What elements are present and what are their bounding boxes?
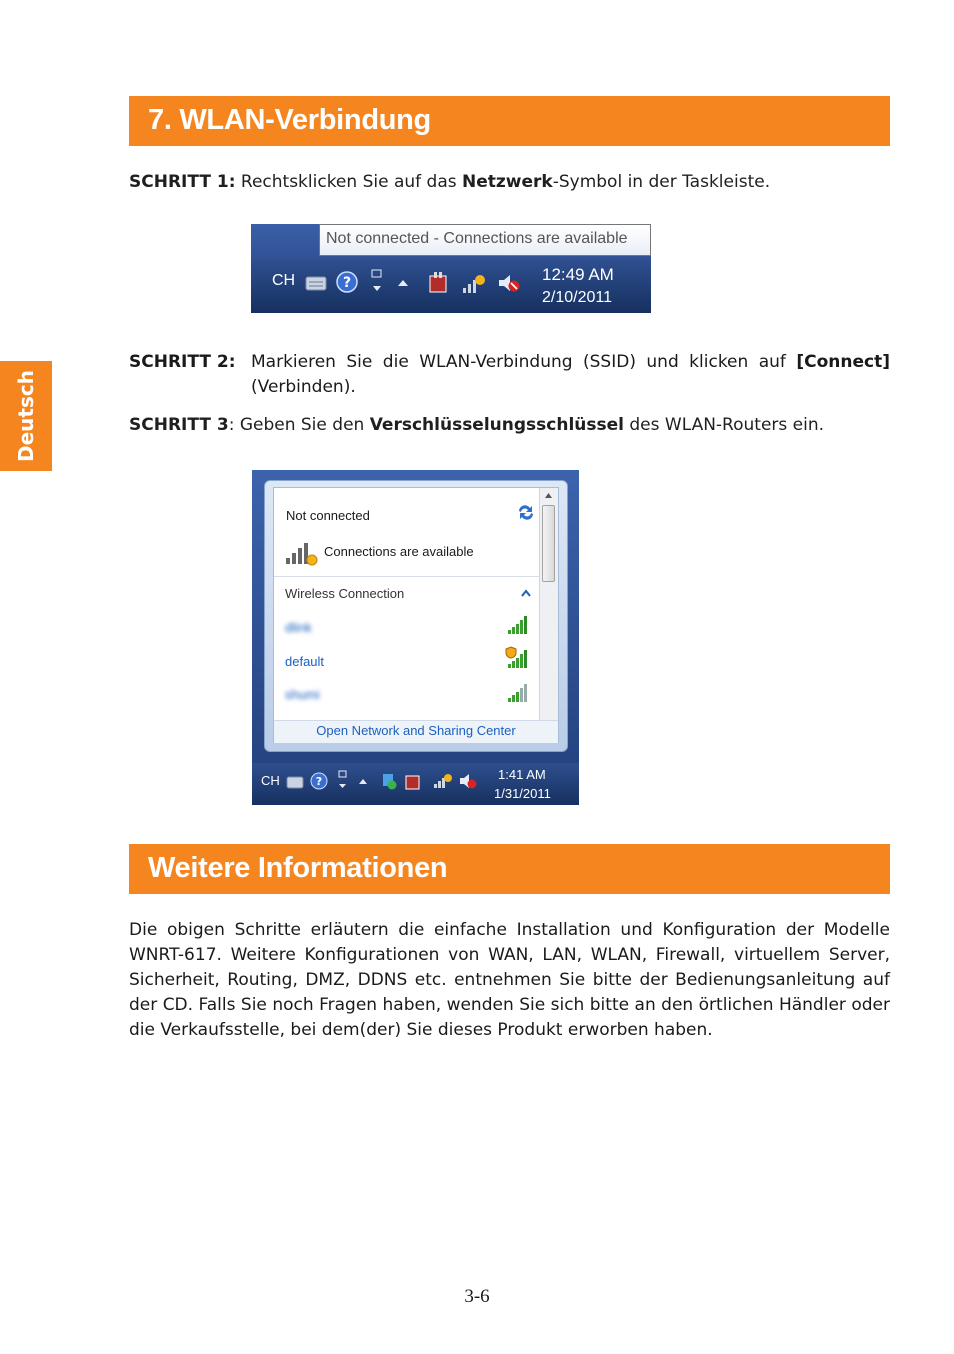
page-number: 3-6 bbox=[464, 1286, 490, 1307]
scroll-up-arrow-icon[interactable] bbox=[544, 492, 553, 499]
chevron-up-icon[interactable] bbox=[520, 588, 532, 598]
clock-date[interactable]: 1/31/2011 bbox=[494, 786, 551, 801]
network-tooltip: Not connected - Connections are available bbox=[319, 224, 651, 256]
taskbar bbox=[252, 763, 579, 805]
show-hidden-icons-icon[interactable] bbox=[397, 278, 409, 288]
clock-date[interactable]: 2/10/2011 bbox=[542, 289, 612, 306]
signal-strength-icon bbox=[508, 684, 530, 702]
step-text: (Verbinden). bbox=[251, 377, 356, 397]
network-flyout bbox=[264, 480, 568, 752]
connections-available-text: Connections are available bbox=[324, 544, 474, 559]
step-text: des WLAN-Routers ein. bbox=[623, 415, 825, 435]
help-icon[interactable] bbox=[310, 772, 328, 790]
language-bar-icon[interactable] bbox=[370, 268, 384, 296]
step-text: Rechtsklicken Sie auf das bbox=[235, 172, 462, 192]
svg-text:?: ? bbox=[315, 775, 323, 788]
show-hidden-icons-icon[interactable] bbox=[358, 777, 368, 785]
step-label: SCHRITT 2: bbox=[129, 352, 236, 372]
step-text: Markieren Sie die WLAN-Verbindung (SSID) und klicken auf bbox=[251, 352, 797, 372]
volume-muted-icon[interactable] bbox=[458, 772, 478, 790]
section-title: 7. WLAN-Verbindung bbox=[148, 104, 431, 136]
step-text-block bbox=[251, 350, 890, 400]
svg-text:?: ? bbox=[342, 275, 352, 291]
step-text: : Geben Sie den bbox=[228, 415, 370, 435]
network-item-3[interactable]: shumi bbox=[285, 687, 320, 702]
language-tab-label: Deutsch bbox=[14, 370, 38, 462]
keyboard-icon[interactable] bbox=[305, 272, 327, 292]
step-text: -Symbol in der Taskleiste. bbox=[552, 172, 771, 192]
signal-strength-icon bbox=[508, 616, 530, 634]
safely-remove-hardware-icon[interactable] bbox=[427, 270, 449, 296]
step-1 bbox=[129, 170, 770, 195]
section-header-wlan bbox=[129, 96, 890, 146]
connection-status: Not connected bbox=[286, 508, 370, 523]
refresh-icon[interactable] bbox=[516, 503, 536, 521]
volume-muted-icon[interactable] bbox=[497, 272, 521, 294]
group-header-wireless[interactable]: Wireless Connection bbox=[285, 586, 405, 601]
keyboard-icon[interactable] bbox=[286, 773, 304, 789]
network-item-2[interactable]: default bbox=[285, 654, 325, 669]
taskbar-screenshot bbox=[251, 224, 651, 313]
section-title: Weitere Informationen bbox=[148, 852, 448, 884]
step-2 bbox=[129, 350, 890, 400]
security-center-icon[interactable] bbox=[380, 771, 398, 791]
taskbar bbox=[251, 260, 651, 313]
clock-time[interactable]: 1:41 AM bbox=[498, 767, 546, 782]
network-available-icon bbox=[284, 538, 320, 566]
network-icon[interactable] bbox=[432, 772, 454, 790]
security-shield-icon bbox=[505, 646, 517, 659]
open-network-sharing-center-link[interactable]: Open Network and Sharing Center bbox=[274, 720, 558, 743]
help-icon[interactable] bbox=[336, 271, 358, 293]
language-bar-icon[interactable] bbox=[337, 769, 349, 793]
language-indicator[interactable]: CH bbox=[261, 773, 280, 788]
network-item-1[interactable]: dlink bbox=[285, 620, 312, 635]
step-bold: Netzwerk bbox=[462, 172, 553, 192]
info-paragraph: Die obigen Schritte erläutern die einfache Installation und Konfiguration der Modelle WNRT-617. Weitere Konfigurationen von WAN, LAN, WLAN, Firewall, virtuellem Server, Sicherheit, Routing, DMZ, DDNS etc. entnehmen Sie bitte der Bedienungsanleitung auf der CD. Falls Sie noch Fragen haben, wenden Sie sich bitte an den örtlichen Händler oder die Verkaufsstelle, bei dem(der) Sie dieses Produkt erworben haben. bbox=[129, 920, 890, 1040]
network-icon[interactable] bbox=[461, 272, 487, 294]
network-flyout-content bbox=[273, 487, 559, 743]
language-tab bbox=[0, 361, 52, 471]
step-bold: Verschlüsselungsschlüssel bbox=[369, 415, 624, 435]
divider bbox=[274, 576, 539, 577]
scrollbar[interactable] bbox=[539, 488, 558, 720]
step-3 bbox=[129, 413, 824, 438]
safely-remove-hardware-icon[interactable] bbox=[404, 771, 422, 791]
step-bold: [Connect] bbox=[796, 352, 890, 372]
section-header-info bbox=[129, 844, 890, 894]
step-label: SCHRITT 3 bbox=[129, 415, 229, 435]
step-label: SCHRITT 1: bbox=[129, 172, 236, 192]
scrollbar-thumb[interactable] bbox=[542, 505, 555, 582]
network-popup-screenshot bbox=[252, 470, 579, 805]
language-indicator[interactable]: CH bbox=[272, 272, 296, 289]
clock-time[interactable]: 12:49 AM bbox=[542, 265, 614, 284]
